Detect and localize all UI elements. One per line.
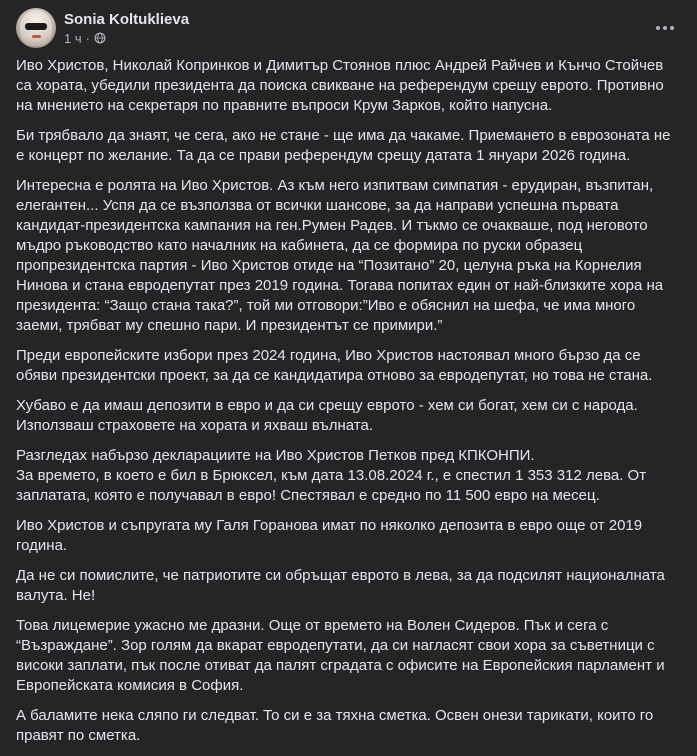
more-options-icon [656,26,674,30]
post-paragraph: Преди европейските избори през 2024 година, Иво Христов настоявал много бързо да се обяви президентски проект, за да се кандидатира отново за евродепутат, но това не стана. [16,347,653,384]
post-paragraph: Иво Христов и съпругата му Галя Горанова имат по няколко депозита в евро още от 2019 година. [16,517,643,554]
post-paragraph: Би трябвало да знаят, че сега, ако не стане - ще има да чакаме. Приемането в еврозоната не е концерт по желание. Та да се прави референдум срещу датата 1 януари 2026 година. [16,127,671,164]
post-paragraph: А баламите нека сляпо ги следват. То си е за тяхна сметка. Освен онези тарикати, които го правят по сметка. [16,707,654,744]
post-paragraph: Хубаво е да имаш депозити в евро и да си срещу еврото - хем си богат, хем си с народа. Използваш страховете на хората и яхваш вълната. [16,397,638,434]
separator: · [85,30,90,46]
post-subline [64,30,189,47]
more-options-button[interactable] [649,12,681,44]
post-paragraph: Да не си помислите, че патриотите си обръщат еврото в лева, за да подсилят националната валута. Не! [16,567,665,604]
author-name[interactable]: Sonia Koltuklieva [64,10,190,28]
post-text [16,56,676,756]
avatar[interactable] [16,8,56,48]
post-paragraph: Интересна е ролята на Иво Христов. Аз към него изпитвам симпатия - ерудиран, възпитан, елегантен... Успя да се възползва от всички шансове, за да направи успешна първата кандидат-президентска кампания на ген.Румен Радев. И тъкмо се очакваше, под неговото мъдро ръководство като началник на кабинета, да се формира по руски образец пропрезидентска партия - Иво Христов отиде на “Позитано” 20, целуна ръка на Корнелия Нинова и стана евродепутат през 2019 година. Тогава попитах един от най-близките хора на президента: “Защо стана така?”, той ми отговори:”Иво е обяснил на шефа, че има много заеми, трябват му спешно пари. И президентът се примири.” [16,177,664,334]
post-paragraph: Това лицемерие ужасно ме дразни. Още от времето на Волен Сидеров. Пък и сега с “Възраждане”. Зор голям да вкарат евродепутати, да си нагласят свои хора за съветници с високи заплати, пък после отиват да палят сградата с офисите на Европейския парламент и Европейската комисия в София. [16,617,665,694]
post-paragraph: Иво Христов, Николай Копринков и Димитър Стоянов плюс Андрей Райчев и Кънчо Стойчев са хората, убедили президента да поиска свикване на референдум срещу еврото. Противно на мнението на секретаря по правните въпроси Крум Зарков, който напусна. [16,57,664,114]
post-paragraph: Разгледах набързо декларациите на Иво Христов Петков пред КПКОНПИ. За времето, в което е бил в Брюксел, към дата 13.08.2024 г., е спестил 1 353 312 лева. От заплатата, която е получавал в евро! Спестявал е средно по 11 500 евро на месец. [16,447,647,504]
post-time[interactable]: 1 ч [64,30,82,46]
globe-icon[interactable] [94,32,106,44]
post-meta [64,10,189,47]
post-header [16,8,189,48]
